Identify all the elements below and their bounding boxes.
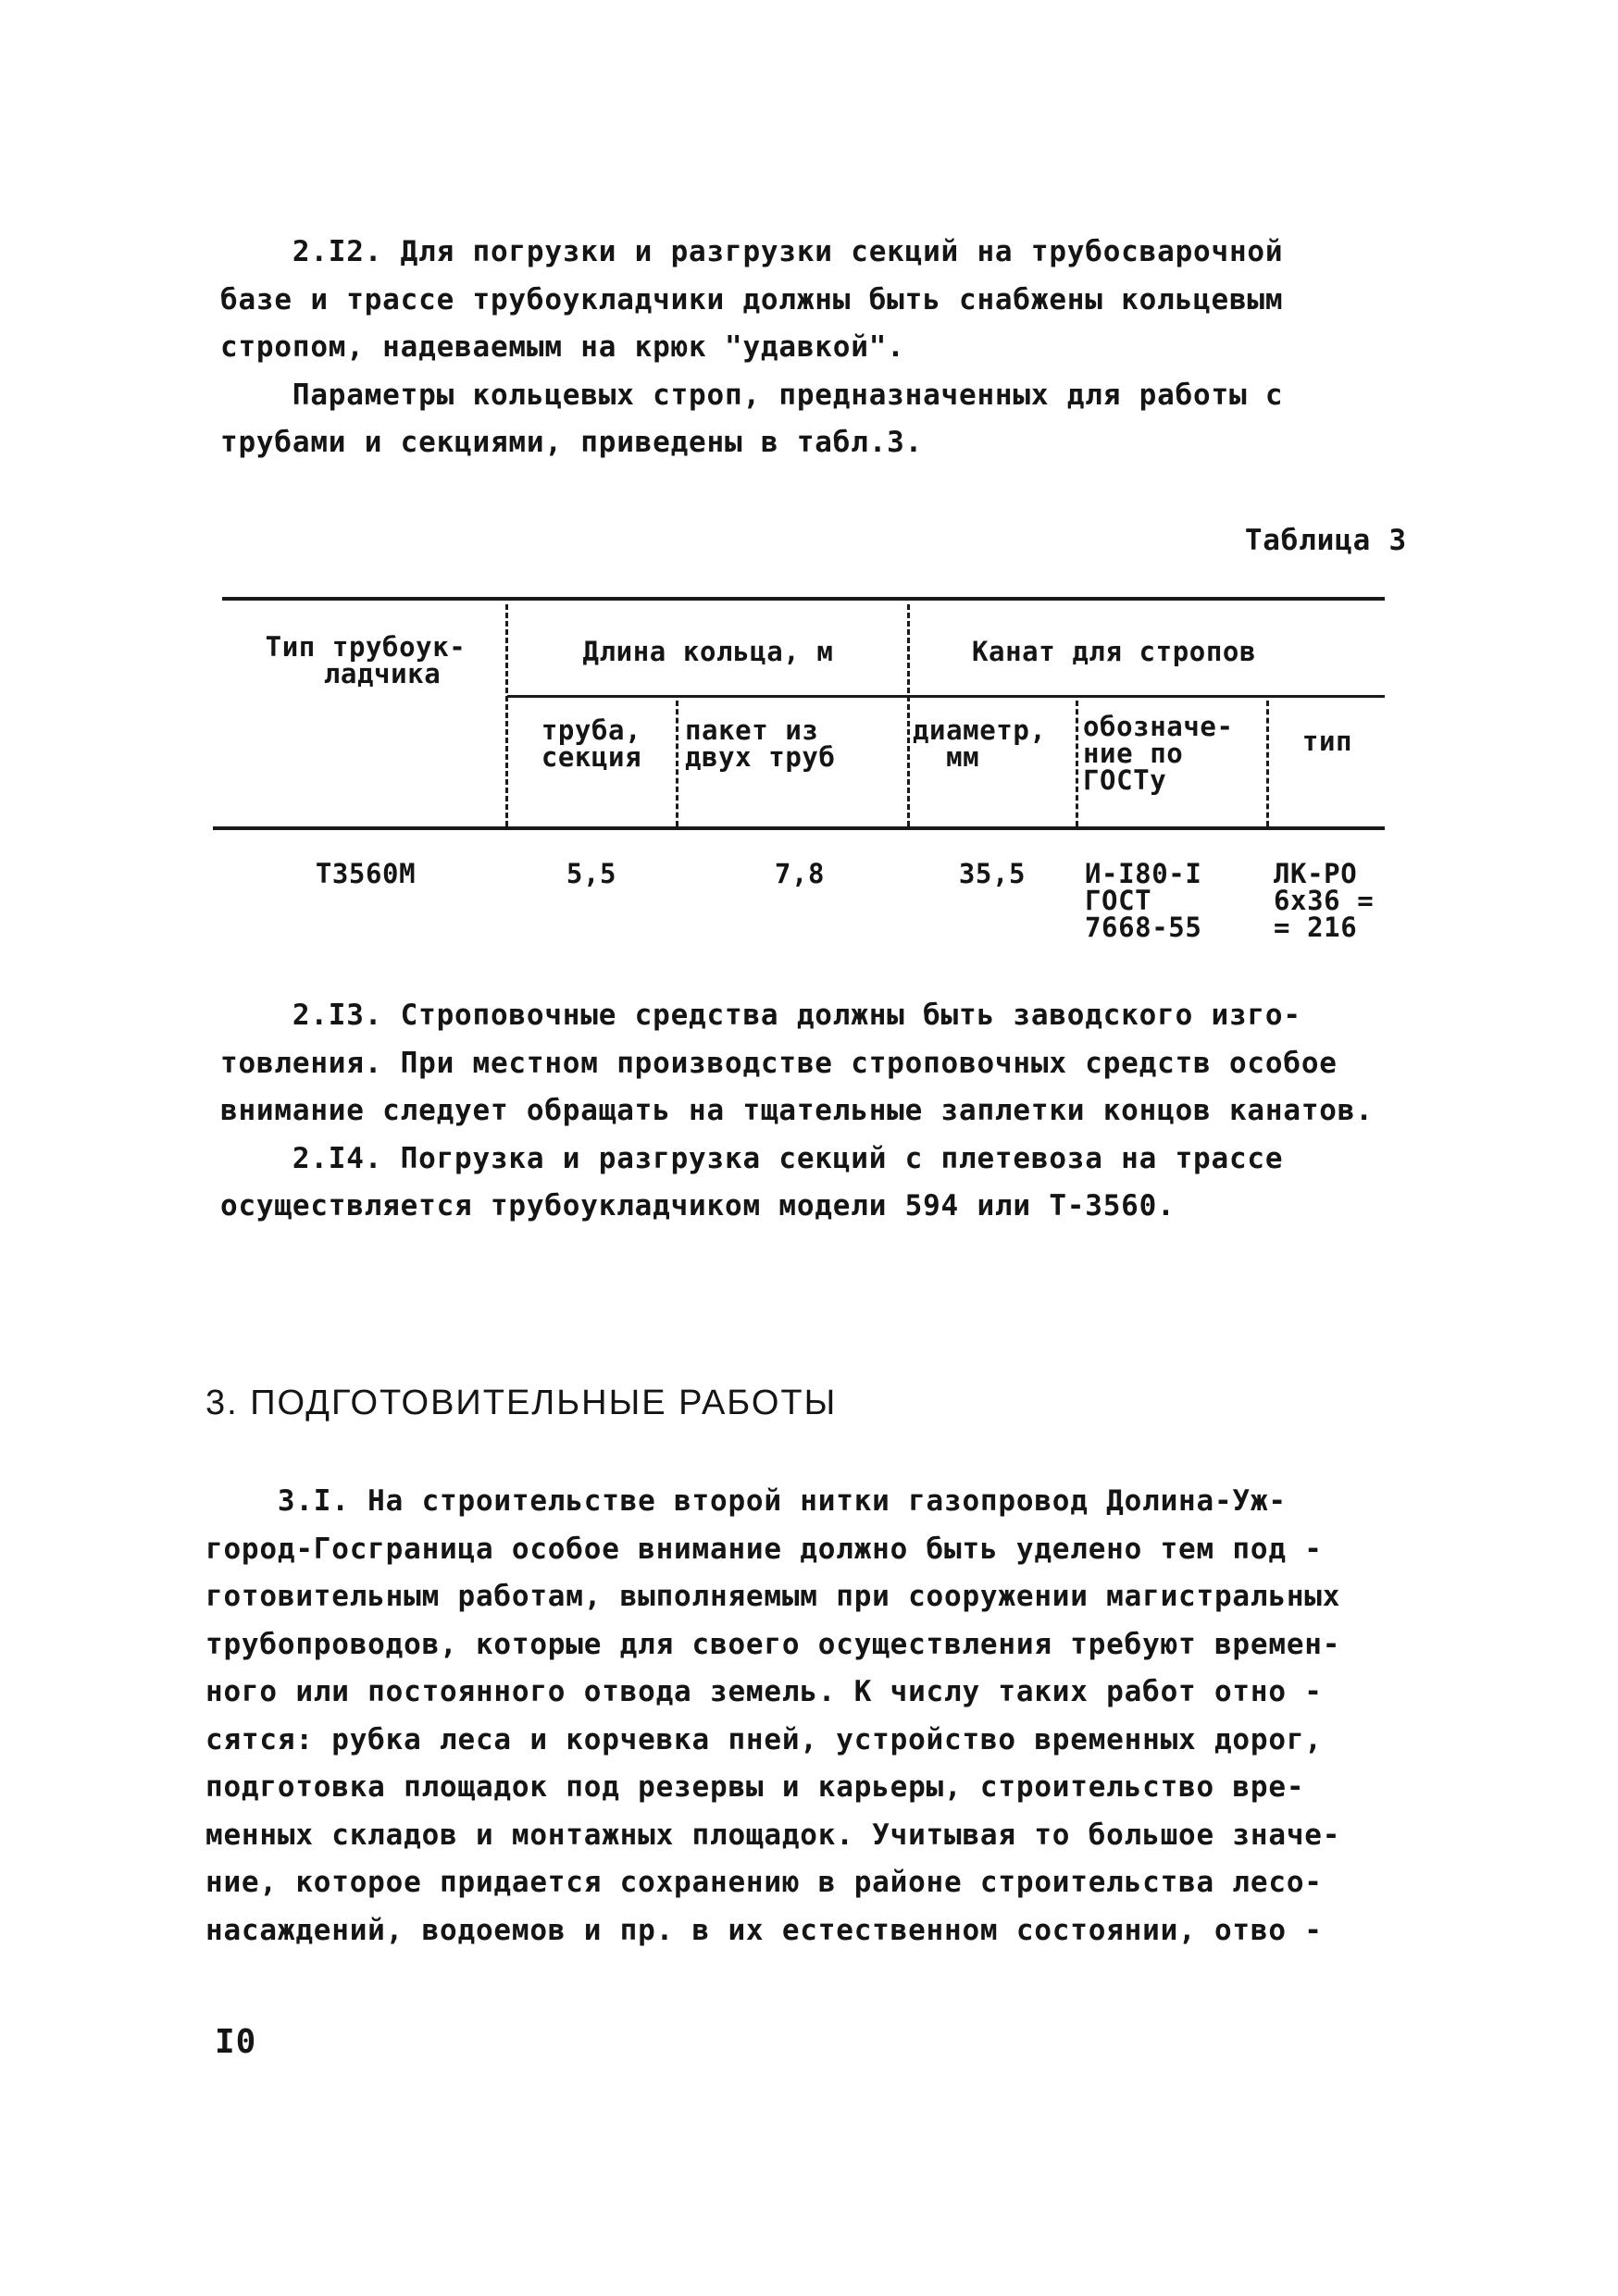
cell-rope-diameter: 35,5 [958,858,1027,889]
cell-pipelayer-model: Т3560М [315,858,417,889]
rope-parameters-table [213,597,1444,967]
paragraph-2-12 [220,229,1451,467]
cell-rope-type: ЛК-РО 6х36 = = 216 [1274,858,1375,943]
header-ring-length: Длина кольца, м [582,636,834,667]
text-line: трубопроводов, которые для своего осуществления требуют времен- [205,1627,1341,1661]
text-line: Параметры кольцевых строп, предназначенных для работы с [220,378,1284,412]
table-col-separator [1076,701,1078,826]
text-line: готовительным работам, выполняемым при сооружении магистральных [205,1580,1341,1613]
text-line: сятся: рубка леса и корчевка пней, устройство временных дорог, [205,1722,1323,1756]
text-line: менных складов и монтажных площадок. Учитывая то большое значе- [205,1818,1341,1852]
table-col-separator [1266,701,1269,826]
text-line: товления. При местном производстве строповочных средств особое [220,1046,1338,1080]
header-rope: Канат для стропов [972,636,1257,667]
text-line: трубами и секциями, приведены в табл.3. [220,426,924,459]
subheader-gost-designation: обозначе- ние по ГОСТу [1083,711,1234,796]
text-line: ние, которое придается сохранению в районе строительства лесо- [205,1866,1323,1899]
paragraph-2-13 [220,992,1451,1231]
text-line: базе и трассе трубоукладчики должны быть снабжены кольцевым [220,282,1284,316]
table-caption: Таблица 3 [1244,524,1407,557]
paragraph-3-1 [205,1478,1437,1955]
text-line: стропом, надеваемым на крюк "удавкой". [220,330,905,364]
text-line: 3.I. На строительстве второй нитки газопровод Долина-Уж- [205,1484,1287,1518]
text-line: 2.I4. Погрузка и разгрузка секций с плетевоза на трассе [220,1141,1284,1175]
text-line: город-Госграница особое внимание должно быть уделено тем под - [205,1532,1323,1566]
cell-pipe-length: 5,5 [566,858,617,889]
cell-pack-length: 7,8 [774,858,826,889]
text-line: подготовка площадок под резервы и карьеры, строительство вре- [205,1770,1305,1804]
table-subheader-rule [507,695,1385,698]
text-line: осуществляется трубоукладчиком модели 594 или Т-3560. [220,1189,1176,1222]
subheader-pipe-section: труба, секция [541,714,642,773]
table-col-separator [676,701,678,826]
text-line: внимание следует обращать на тщательные заплетки концов канатов. [220,1094,1374,1127]
section-heading: 3. ПОДГОТОВИТЕЛЬНЫЕ РАБОТЫ [205,1384,838,1422]
table-col-separator [907,604,910,826]
text-line: 2.I2. Для погрузки и разгрузки секций на трубосварочной [220,235,1284,268]
text-line: 2.I3. Строповочные средства должны быть заводского изго- [220,999,1301,1032]
table-top-rule [222,597,1385,601]
subheader-type: тип [1301,726,1353,757]
header-pipelayer-type: Тип трубоук- ладчика [265,631,467,689]
cell-gost-designation: И-I80-I ГОСТ 7668-55 [1085,858,1202,943]
subheader-diameter: диаметр, мм [913,714,1047,773]
text-line: ного или постоянного отвода земель. К числу таких работ отно - [205,1675,1323,1708]
table-header-bottom-rule [213,826,1385,830]
table-col-separator [505,604,508,826]
page-number: I0 [215,2023,257,2061]
text-line: насаждений, водоемов и пр. в их естественном состоянии, отво - [205,1913,1323,1947]
subheader-two-pipe-pack: пакет из двух труб [685,714,836,773]
